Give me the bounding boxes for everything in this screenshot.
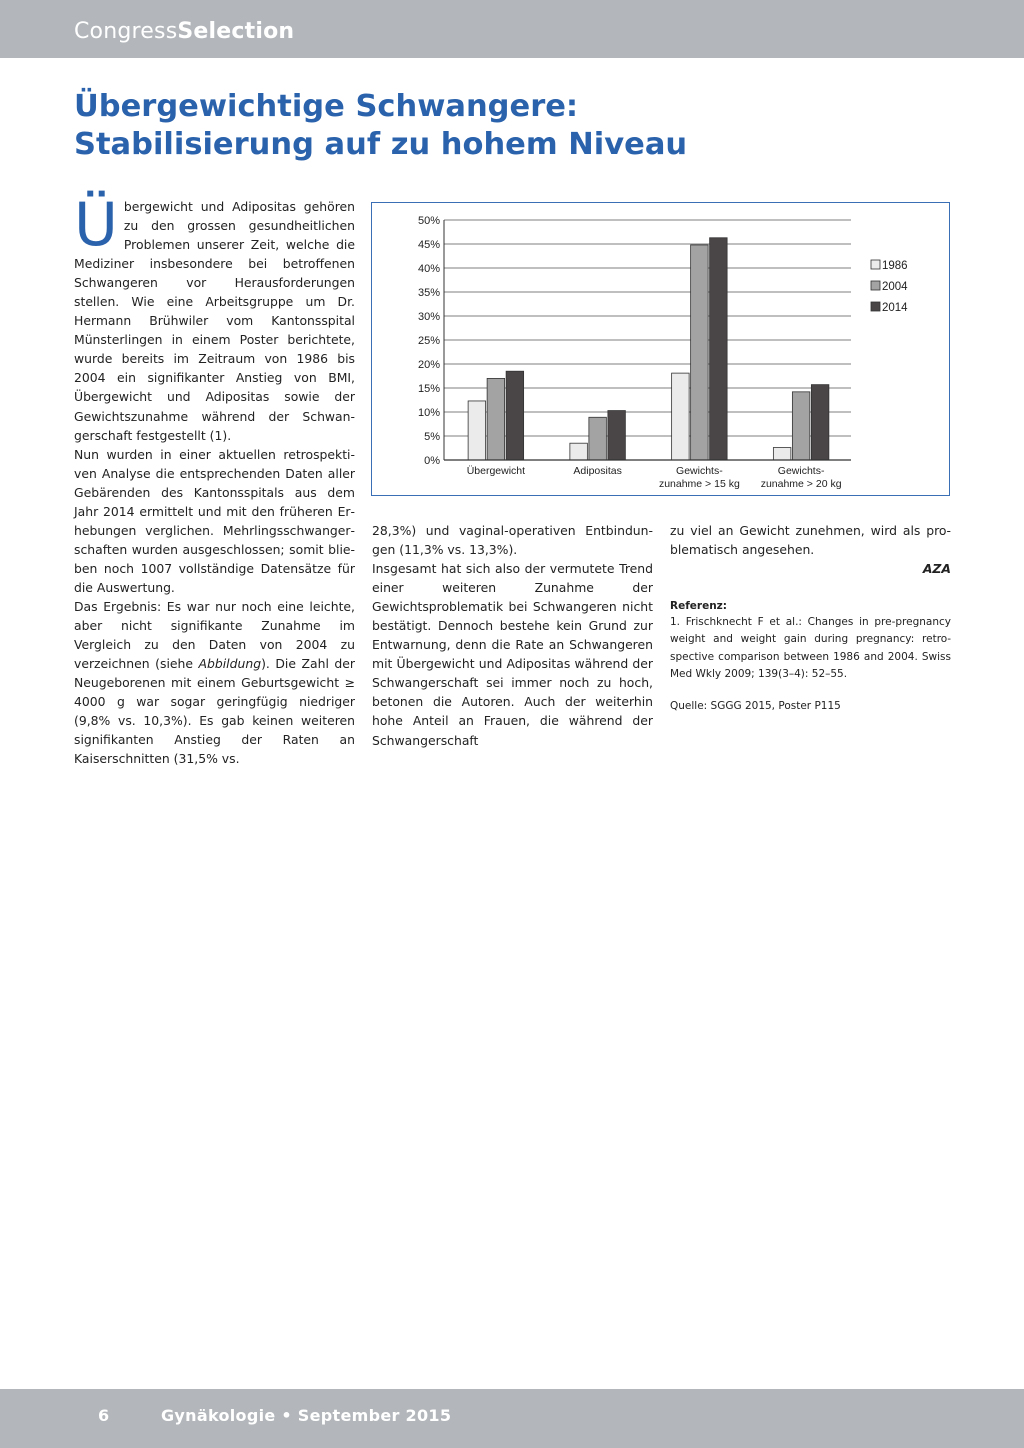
page-number: 6 [98, 1406, 110, 1425]
legend-swatch-2014 [871, 302, 880, 311]
y-tick-label: 30% [417, 311, 440, 323]
legend-swatch-2004 [871, 281, 880, 290]
bar-2004 [589, 417, 607, 460]
y-tick-label: 50% [417, 215, 440, 227]
legend-label-2004: 2004 [882, 281, 908, 293]
author-signature: AZA [922, 561, 951, 577]
y-tick-label: 15% [417, 383, 440, 395]
brand-part1: Congress [74, 19, 178, 44]
brand-part2: Selection [177, 19, 295, 44]
x-tick-label: Gewichts- [676, 465, 723, 477]
paragraph-4-continued: zu viel an Gewicht zunehmen, wird als problematisch angesehen. [670, 523, 951, 558]
bar-1986 [570, 443, 588, 460]
title-line-2: Stabilisierung auf zu hohem Niveau [74, 127, 688, 162]
x-tick-label: Adipositas [573, 465, 622, 477]
paragraph-1 [74, 190, 355, 445]
paragraph-2: Nun wurden in einer aktuellen retrospektiven Analyse die entsprechenden Daten aller Gebärenden des Kantonsspitals aus dem Jahr 2014 ermittelt und mit den früheren Erhebungen verglichen. Mehrlingsschwangerschaften wurden ausgeschlossen; somit blieben noch 1007 vollständige Datensätze für die Auswertung. [74, 446, 355, 595]
paragraph-3-part-b: ). Die Zahl der Neugeborenen mit einem Geburtsgewicht ≥ 4000 g war sogar geringfügig niedriger (9,8% vs. 10,3%). Es gab keinen weiteren signifikanten Anstieg der Raten an Kaiserschnitten (31,5% vs. [74, 656, 356, 767]
y-tick-label: 20% [417, 359, 440, 371]
title-line-1: Übergewichtige Schwangere: [74, 89, 579, 124]
x-tick-label: Gewichts- [777, 465, 825, 477]
y-tick-label: 10% [417, 407, 440, 419]
bar-2004 [691, 245, 709, 460]
bar-1986 [468, 401, 486, 460]
y-tick-label: 45% [417, 239, 440, 251]
paragraph-3-part-a: Das Ergebnis: Es war nur noch eine leichte, aber nicht signifikante Zunahme im Vergleich zu den Daten von 2004 zu verzeichnen (siehe [74, 598, 355, 672]
legend-swatch-1986 [871, 260, 880, 269]
bar-chart-figure [371, 202, 950, 496]
brand-logo [74, 18, 294, 46]
column-1 [74, 190, 356, 768]
article-title [74, 88, 954, 164]
reference-heading: Referenz: [670, 600, 727, 613]
x-tick-label: zunahme > 20 kg [760, 478, 842, 490]
column-2 [372, 521, 653, 750]
source-note: Quelle: SGGG 2015, Poster P115 [670, 700, 841, 713]
bar-2004 [487, 378, 505, 460]
paragraph-4: Insgesamt hat sich also der vermutete Trend einer weiteren Zunahme der Gewichtsproblematik bei Schwangeren nicht bestätigt. Dennoch bestehe kein Grund zur Entwarnung, denn die Rate an Schwangeren mit Übergewicht und Adipositas während der Schwangerschaft sei immer noch zu hoch, betonen die Autoren. Auch der weiterhin hohe Anteil an Frauen, die während der Schwangerschaft [372, 561, 653, 748]
legend-label-2014: 2014 [882, 302, 908, 314]
bar-2004 [792, 392, 810, 460]
bar-1986 [773, 448, 791, 460]
bar-2014 [710, 238, 728, 460]
reference-text: 1. Frischknecht F et al.: Changes in pre-pregnancy weight and weight gain during pregnancy: retrospective comparison between 1986 and 2004. Swiss Med Wkly 2009; 139(3–4): 52–55. [670, 616, 951, 681]
figure-reference: Abbildung [198, 656, 262, 672]
y-tick-label: 35% [417, 287, 440, 299]
footer-bar [0, 1389, 1024, 1448]
y-tick-label: 0% [424, 455, 440, 467]
column-3 [670, 521, 951, 715]
paragraph-1-text: bergewicht und Adipositas gehören zu den grossen gesundheitlichen Problemen unserer Zeit, welche die Mediziner insbesondere bei betroffenen Schwangeren vor Herausforderungen stellen. Wie eine Arbeitsgruppe um Dr. Hermann Brühwiler vom Kantonsspital Münsterlingen in einem Poster berichtete, wurde bereits im Zeitraum von 1986 bis 2004 ein signifikanter Anstieg von BMI, Übergewicht und Adipositas sowie der Gewichtszunahme während der Schwangerschaft festgestellt (1). [74, 199, 355, 443]
y-tick-label: 5% [424, 431, 440, 443]
bar-1986 [672, 373, 690, 460]
paragraph-3-continued: 28,3%) und vaginal-operativen Entbindungen (11,3% vs. 13,3%). [372, 523, 653, 558]
x-tick-label: Übergewicht [466, 465, 526, 477]
bar-chart [372, 203, 949, 495]
x-tick-label: zunahme > 15 kg [658, 478, 740, 490]
y-tick-label: 25% [417, 335, 440, 347]
y-tick-label: 40% [417, 263, 440, 275]
paragraph-3 [74, 597, 355, 768]
journal-issue: Gynäkologie • September 2015 [161, 1406, 452, 1425]
bar-2014 [506, 371, 524, 460]
bar-2014 [608, 411, 626, 460]
drop-cap: Ü [74, 190, 118, 260]
legend-label-1986: 1986 [882, 260, 908, 272]
bar-2014 [811, 385, 829, 460]
